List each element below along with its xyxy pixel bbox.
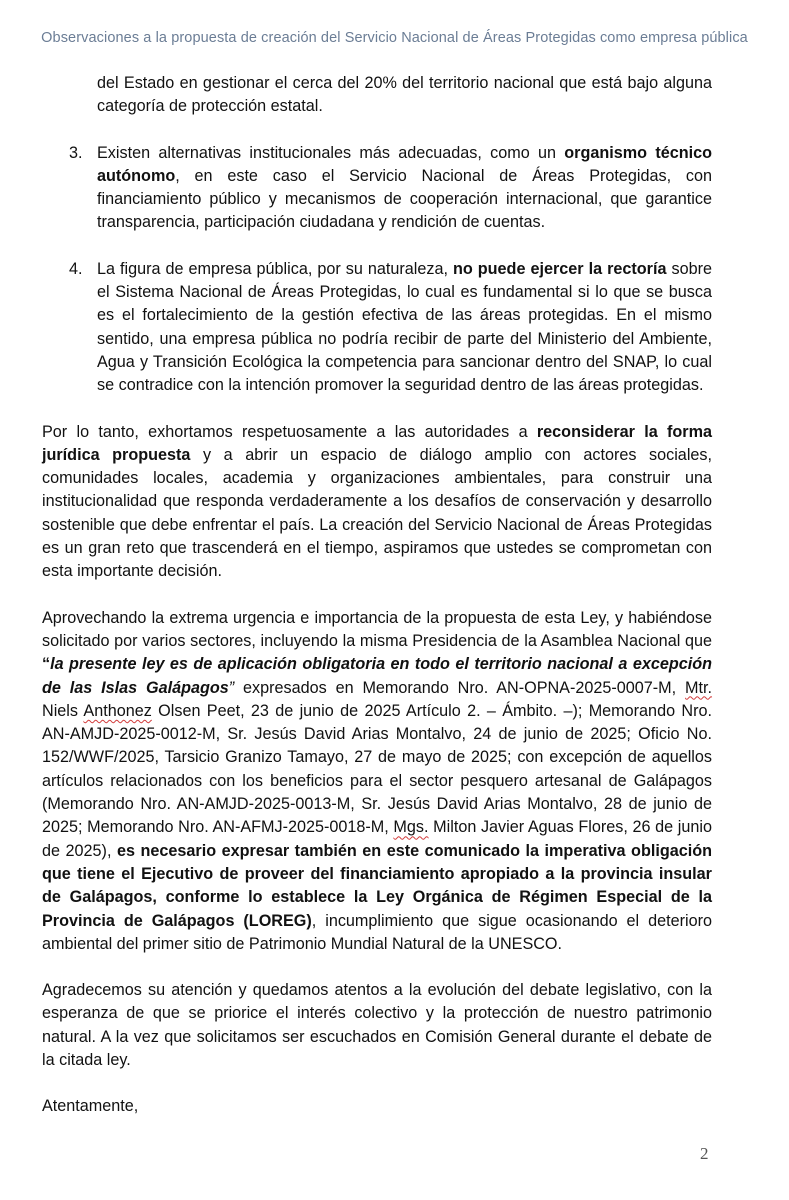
list-item-2-continuation: del Estado en gestionar el cerca del 20% del territorio nacional que está bajo alguna categoría de protección estatal. — [97, 74, 712, 116]
para-text: Olsen Peet, 23 de junio de 2025 Artículo 2. – Ámbito. –); Memorando Nro. AN-AMJD-2025-0012-M, Sr. Jesús David Arias Montalvo, 24 de junio de 2025; Oficio No. 152/WWF/2025, Tarsicio Granizo Tamayo, 27 de mayo de 2025; con excepción de aquellos artículos relacionados con los beneficios para el sector pesquero artesanal de Galápagos (Memorando Nro. AN-AMJD-2025-0013-M, Sr. Jesús David Arias Montalvo, 28 de junio de 2025; Memorando Nro. AN-AFMJ-2025-0018-M, — [42, 701, 712, 837]
paragraph-galapagos — [42, 607, 712, 956]
spellcheck-word: Mtr. — [685, 678, 713, 697]
list-text: , en este caso el Servicio Nacional de Áreas Protegidas, con financiamiento público y mecanismos de cooperación internacional, que garantice transparencia, participación ciudadana y rendición de cuentas. — [97, 166, 712, 232]
page-number: 2 — [700, 1144, 709, 1163]
open-quote: “ — [42, 655, 51, 674]
para-text: Milton Javier Aguas Flores, 26 de junio de 2025), — [42, 818, 712, 860]
para-text: expresados en Memorando Nro. AN-OPNA-2025-0007-M, — [234, 678, 686, 697]
list-number: 3. — [69, 143, 83, 162]
bold-text: no puede ejercer la rectoría — [452, 259, 667, 278]
paragraph-thanks: Agradecemos su atención y quedamos atentos a la evolución del debate legislativo, con la esperanza de que se priorice el interés colectivo y la protección de nuestro patrimonio natural. A la vez que solicitamos ser escuchados en Comisión General durante el debate de la citada ley. — [42, 981, 712, 1069]
paragraph-exhortation — [42, 421, 712, 584]
document-body — [42, 72, 712, 1119]
para-text: , incumplimiento que sigue ocasionando el deterioro ambiental del primer sitio de Patrimonio Mundial Natural de la UNESCO. — [42, 911, 712, 953]
quoted-bold-italic: la presente ley es de aplicación obligatoria en todo el territorio nacional a excepción de las Islas Galápagos — [42, 655, 712, 697]
para-text: Aprovechando la extrema urgencia e importancia de la propuesta de esta Ley, y habiéndose solicitado por varios sectores, incluyendo la misma Presidencia de la Asamblea Nacional que — [42, 608, 712, 650]
para-text: Por lo tanto, exhortamos respetuosamente a las autoridades a — [42, 422, 537, 441]
bold-text: reconsiderar la forma jurídica propuesta — [42, 422, 713, 464]
list-text: Existen alternativas institucionales más adecuadas, como un — [97, 143, 565, 162]
para-text: y a abrir un espacio de diálogo amplio con actores sociales, comunidades locales, academia y organizaciones ambientales, para construir una institucionalidad que responda verdaderamente a los desafíos de conservación y desarrollo sostenible que debe enfrentar el país. La creación del Servicio Nacional de Áreas Protegidas es un gran reto que trascenderá en el tiempo, aspiramos que ustedes se comprometan con esta importante decisión. — [42, 445, 713, 581]
para-text: Niels — [42, 701, 84, 720]
closing-salutation: Atentamente, — [42, 1097, 139, 1116]
bold-text: es necesario expresar también en este comunicado la imperativa obligación que tiene el Ejecutivo de proveer del financiamiento apropiado a la provincia insular de Galápagos, conforme lo establece la Ley Orgánica de Régimen Especial de la Provincia de Galápagos (LOREG) — [42, 841, 712, 930]
list-item-4 — [42, 258, 712, 398]
list-number: 4. — [69, 259, 83, 278]
list-text: sobre el Sistema Nacional de Áreas Protegidas, lo cual es fundamental si lo que se busca es el fortalecimiento de la gestión efectiva de las áreas protegidas. En el mismo sentido, una empresa pública no podría recibir de parte del Ministerio del Ambiente, Agua y Transición Ecológica la competencia para sancionar dentro del SNAP, lo cual se contradice con la intención promover la seguridad dentro de las áreas protegidas. — [97, 259, 712, 395]
close-quote: ” — [228, 678, 235, 697]
page-header-title: Observaciones a la propuesta de creación del Servicio Nacional de Áreas Protegidas como empresa pública — [41, 30, 748, 46]
spellcheck-word: Anthonez — [83, 701, 152, 720]
bold-text: organismo técnico autónomo — [97, 143, 712, 185]
list-text: La figura de empresa pública, por su naturaleza, — [97, 259, 453, 278]
spellcheck-word: Mgs. — [393, 818, 429, 837]
list-item-3 — [42, 142, 712, 235]
